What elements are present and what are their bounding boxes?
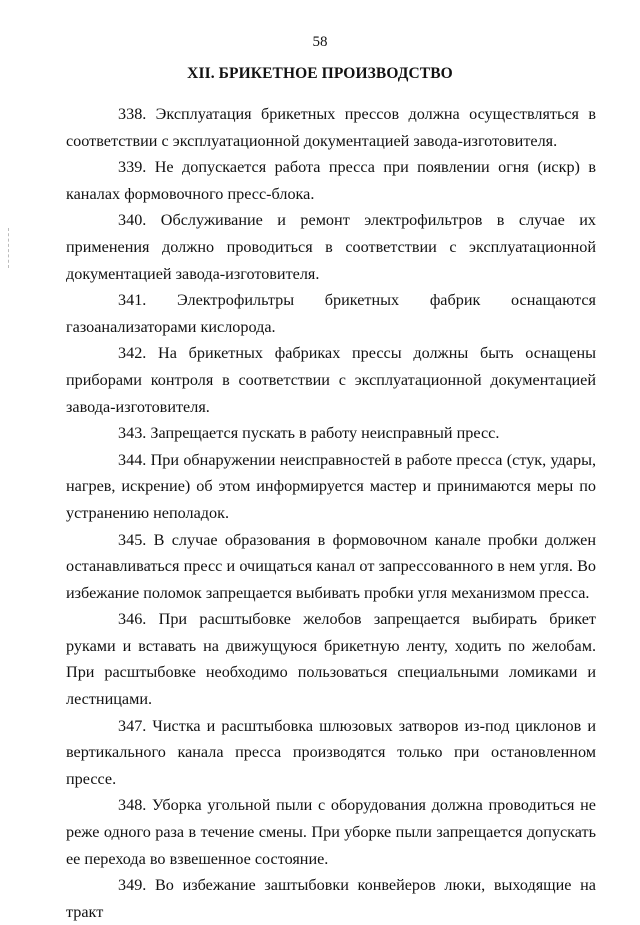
paragraph-347: 347. Чистка и расштыбовка шлюзовых затворов из-под циклонов и вертикального канала пресса производятся только при остановленном прессе. <box>66 716 596 788</box>
paragraph-341: 341. Электрофильтры брикетных фабрик оснащаются газоанализаторами кислорода. <box>66 291 596 336</box>
paragraph-342: 342. На брикетных фабриках прессы должны быть оснащены приборами контроля в соответствии с эксплуатационной документацией завода-изготовителя. <box>66 344 596 416</box>
section-title: XII. БРИКЕТНОЕ ПРОИЗВОДСТВО <box>187 65 453 82</box>
paragraph-348: 348. Уборка угольной пыли с оборудования должна проводиться не реже одного раза в течение смены. При уборке пыли запрещается допускать ее перехода во взвешенное состояние. <box>66 796 596 868</box>
paragraph-343: 343. Запрещается пускать в работу неисправный пресс. <box>118 424 500 443</box>
paragraph-345: 345. В случае образования в формовочном канале пробки должен останавливаться пресс и очищаться канал от запрессованного в нем угля. Во избежание поломок запрещается выбивать пробки угля механизмом пресса. <box>66 530 596 602</box>
scan-margin-mark <box>8 228 11 268</box>
paragraph-339: 339. Не допускается работа пресса при появлении огня (искр) в каналах формовочного пресс-блока. <box>66 158 596 203</box>
paragraph-338: 338. Эксплуатация брикетных прессов должна осуществляться в соответствии с эксплуатационной документацией завода-изготовителя. <box>66 105 596 150</box>
paragraph-340: 340. Обслуживание и ремонт электрофильтров в случае их применения должно проводиться в соответствии с эксплуатационной документацией завода-изготовителя. <box>66 211 596 283</box>
body-text <box>66 101 596 925</box>
paragraph-344: 344. При обнаружении неисправностей в работе пресса (стук, удары, нагрев, искрение) об этом информируется мастер и принимаются меры по устранению неполадок. <box>66 450 596 522</box>
page-number: 58 <box>312 34 328 50</box>
paragraph-349: 349. Во избежание заштыбовки конвейеров люки, выходящие на тракт <box>66 876 596 921</box>
paragraph-346: 346. При расштыбовке желобов запрещается выбирать брикет руками и вставать на движущуюся брикетную ленту, ходить по желобам. При расштыбовке необходимо пользоваться специальными ломиками и лестницами. <box>66 610 596 709</box>
